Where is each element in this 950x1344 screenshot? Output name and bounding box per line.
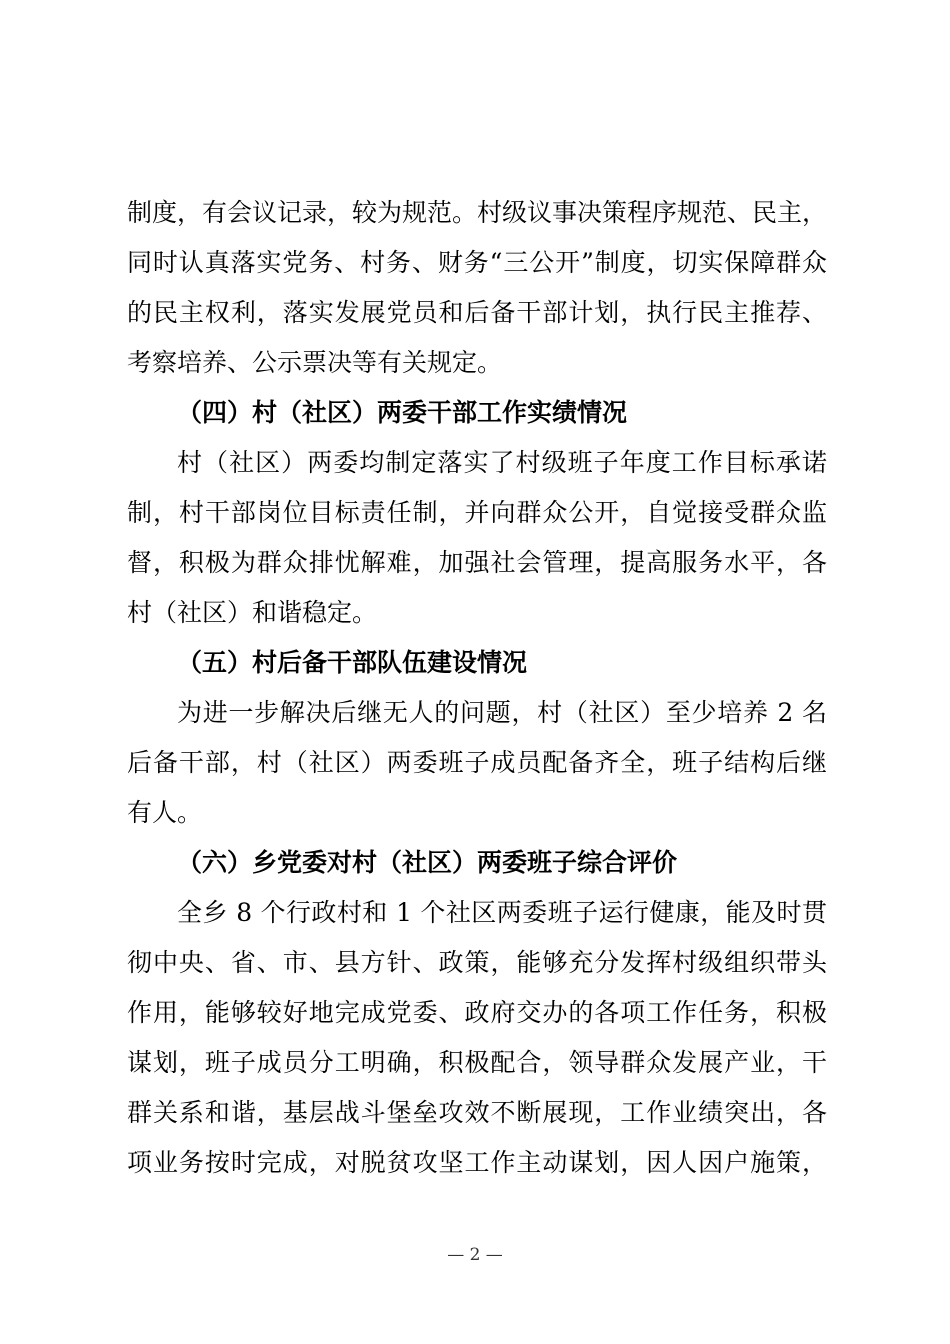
body-line: 村（社区）和谐稳定。	[127, 598, 378, 627]
body-line: 同时认真落实党务、村务、财务“三公开”制度，切实保障群众	[127, 248, 827, 277]
body-line: 为进一步解决后继无人的问题，村（社区）至少培养 2 名	[177, 698, 827, 727]
body-line: 制，村干部岗位目标责任制，并向群众公开，自觉接受群众监	[127, 498, 827, 527]
body-line: 村（社区）两委均制定落实了村级班子年度工作目标承诺	[177, 448, 827, 477]
section-heading-5: （五）村后备干部队伍建设情况	[177, 648, 528, 677]
body-line: 督，积极为群众排忧解难，加强社会管理，提高服务水平，各	[127, 548, 827, 577]
body-line: 有人。	[127, 798, 203, 827]
section-heading-6: （六）乡党委对村（社区）两委班子综合评价	[177, 848, 678, 877]
body-line: 作用，能够较好地完成党委、政府交办的各项工作任务，积极	[127, 998, 827, 1027]
body-line: 的民主权利，落实发展党员和后备干部计划，执行民主推荐、	[127, 298, 827, 327]
section-heading-4: （四）村（社区）两委干部工作实绩情况	[177, 398, 628, 427]
page-number: — 2 —	[447, 1245, 503, 1265]
body-line: 制度，有会议记录，较为规范。村级议事决策程序规范、民主，	[127, 198, 828, 227]
body-line: 全乡 8 个行政村和 1 个社区两委班子运行健康，能及时贯	[177, 898, 827, 927]
body-line: 彻中央、省、市、县方针、政策，能够充分发挥村级组织带头	[127, 948, 827, 977]
body-line: 谋划，班子成员分工明确，积极配合，领导群众发展产业，干	[127, 1048, 827, 1077]
body-line: 后备干部，村（社区）两委班子成员配备齐全，班子结构后继	[127, 748, 827, 777]
body-line: 群关系和谐，基层战斗堡垒攻效不断展现，工作业绩突出，各	[127, 1098, 827, 1127]
body-line: 项业务按时完成，对脱贫攻坚工作主动谋划，因人因户施策，	[127, 1148, 827, 1177]
body-line: 考察培养、公示票决等有关规定。	[127, 348, 503, 377]
